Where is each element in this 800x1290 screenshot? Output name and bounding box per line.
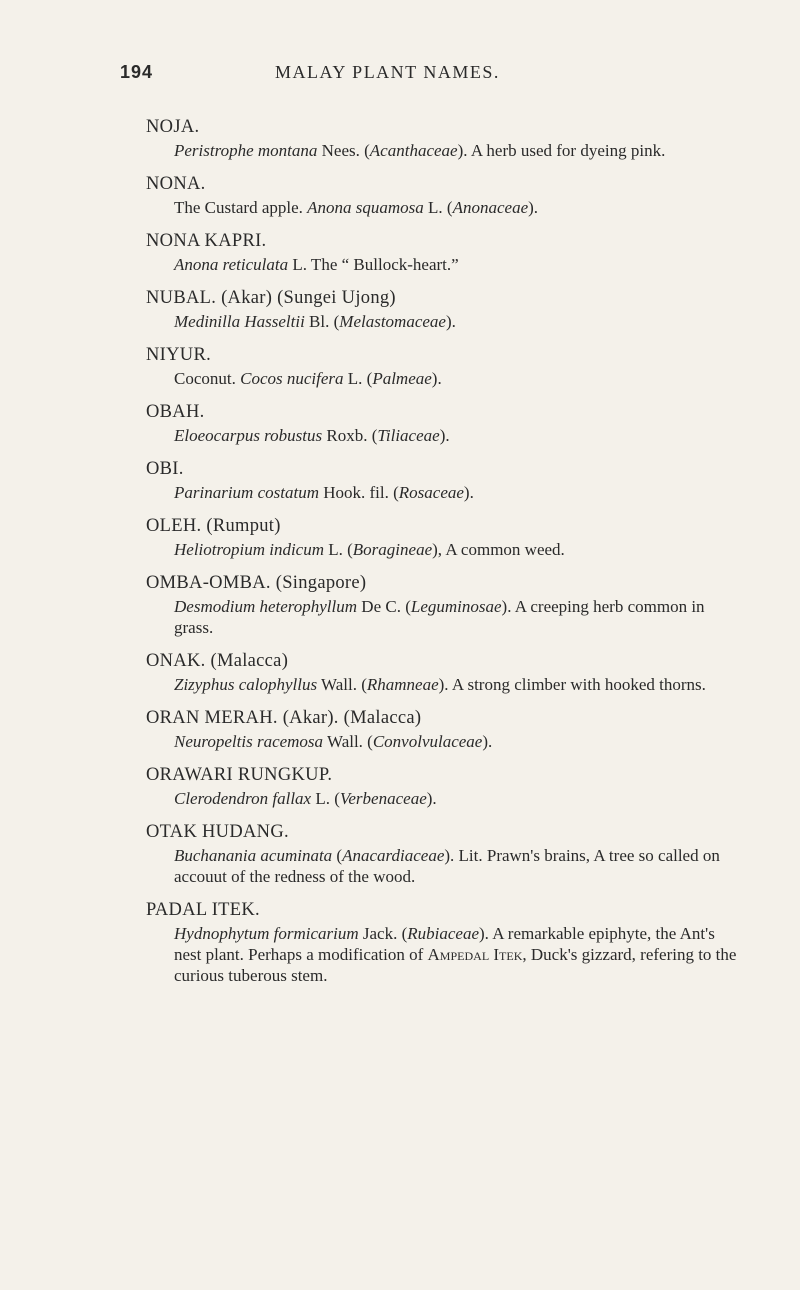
entry-headword: ORAN MERAH. (Akar). (Malacca) <box>146 708 422 728</box>
entry-description <box>146 482 740 503</box>
entry-headword: OTAK HUDANG. <box>146 822 289 842</box>
entry-headword: ONAK. (Malacca) <box>146 651 289 671</box>
entry-headword: NUBAL. (Akar) (Sungei Ujong) <box>146 288 396 308</box>
latin-name: Rosaceae <box>398 483 464 502</box>
entry-text: , Duck's gizzard, refering to the curious tuberous stem. <box>174 945 737 985</box>
latin-name: Melastomaceae <box>339 312 446 331</box>
latin-name: Anonaceae <box>452 198 529 217</box>
latin-name: Tiliaceae <box>377 426 440 445</box>
entry-text: ), A common weed. <box>432 540 565 559</box>
dictionary-entry <box>146 114 740 161</box>
entry-description <box>146 140 740 161</box>
dictionary-entry <box>146 228 740 275</box>
latin-name: Peristrophe montana <box>174 141 318 160</box>
entry-description <box>146 788 740 809</box>
entry-text: ). <box>439 426 450 445</box>
dictionary-entry <box>146 513 740 560</box>
entry-description <box>146 197 740 218</box>
latin-name: Desmodium heterophyllum <box>174 597 358 616</box>
entry-headword: NIYUR. <box>146 345 212 365</box>
latin-name: Clerodendron fallax <box>174 789 312 808</box>
entry-description <box>146 254 740 275</box>
latin-name: Medinilla Hasseltii <box>174 312 305 331</box>
entry-headword: OBI. <box>146 459 184 479</box>
entry-text: Nees. ( <box>317 141 370 160</box>
entry-headword: NONA KAPRI. <box>146 231 267 251</box>
entry-text: ). <box>426 789 437 808</box>
entry-text: ). Lit. Prawn's brains, A tree so called on accouut of the redness of the wood. <box>174 846 720 886</box>
entry-headword: NOJA. <box>146 117 200 137</box>
dictionary-entry <box>146 399 740 446</box>
latin-name: Acanthaceae <box>369 141 458 160</box>
entry-text: De C. ( <box>357 597 411 616</box>
entry-text: L. ( <box>423 198 453 217</box>
entry-text: Hook. fil. ( <box>318 483 399 502</box>
entry-text: ). A strong climber with hooked thorns. <box>438 675 706 694</box>
dictionary-entry <box>146 570 740 638</box>
running-title: MALAY PLANT NAMES. <box>275 62 500 82</box>
entry-description <box>146 539 740 560</box>
latin-name: Zizyphus calophyllus <box>174 675 318 694</box>
dictionary-entry <box>146 456 740 503</box>
latin-name: Buchanania acuminata <box>174 846 333 865</box>
latin-name: Parinarium costatum <box>174 483 319 502</box>
latin-name: Eloeocarpus robustus <box>174 426 323 445</box>
entry-headword: OLEH. (Rumput) <box>146 516 281 536</box>
entry-text: ). <box>431 369 442 388</box>
dictionary-entry <box>146 342 740 389</box>
latin-name: Verbenaceae <box>339 789 427 808</box>
latin-name: Neuropeltis racemosa <box>174 732 324 751</box>
latin-name: Anacardiaceae <box>342 846 445 865</box>
dictionary-entry <box>146 819 740 887</box>
latin-name: Anona reticulata <box>174 255 289 274</box>
latin-name: Rhamneae <box>366 675 439 694</box>
entry-text: Coconut. <box>174 369 241 388</box>
entry-text: Ampedal Itek <box>427 945 523 964</box>
dictionary-entry <box>146 285 740 332</box>
dictionary-entry <box>146 897 740 986</box>
entry-list <box>146 114 740 996</box>
entry-text: ( <box>332 846 343 865</box>
entry-text: Bl. ( <box>304 312 340 331</box>
latin-name: Palmeae <box>372 369 432 388</box>
entry-text: ). A herb used for dyeing pink. <box>457 141 666 160</box>
entry-description <box>146 368 740 389</box>
latin-name: Anona squamosa <box>307 198 424 217</box>
page-number: 194 <box>120 62 154 82</box>
entry-headword: PADAL ITEK. <box>146 900 260 920</box>
entry-text: ). <box>528 198 539 217</box>
entry-headword: OMBA-OMBA. (Singapore) <box>146 573 367 593</box>
entry-description <box>146 311 740 332</box>
dictionary-entry <box>146 762 740 809</box>
entry-description <box>146 425 740 446</box>
dictionary-entry <box>146 705 740 752</box>
entry-headword: ORAWARI RUNGKUP. <box>146 765 333 785</box>
entry-text: L. The “ Bullock-heart.” <box>288 255 459 274</box>
entry-text: ). A creeping herb common in grass. <box>174 597 705 637</box>
latin-name: Convolvulaceae <box>372 732 483 751</box>
entry-description <box>146 674 740 695</box>
latin-name: Hydnophytum formicarium <box>174 924 359 943</box>
entry-headword: OBAH. <box>146 402 205 422</box>
entry-text: ). <box>482 732 493 751</box>
latin-name: Cocos nucifera <box>240 369 344 388</box>
entry-text: L. ( <box>324 540 353 559</box>
entry-description <box>146 731 740 752</box>
running-head <box>120 62 720 86</box>
entry-description <box>146 596 740 638</box>
latin-name: Leguminosae <box>410 597 502 616</box>
entry-description <box>146 845 740 887</box>
latin-name: Rubiaceae <box>407 924 479 943</box>
entry-text: ). <box>463 483 474 502</box>
entry-text: Roxb. ( <box>322 426 378 445</box>
entry-text: L. ( <box>343 369 373 388</box>
dictionary-entry <box>146 648 740 695</box>
dictionary-entry <box>146 171 740 218</box>
entry-text: L. ( <box>311 789 340 808</box>
entry-headword: NONA. <box>146 174 206 194</box>
entry-text: ). <box>445 312 456 331</box>
entry-text: Wall. ( <box>317 675 367 694</box>
entry-text: The Custard apple. <box>174 198 308 217</box>
latin-name: Heliotropium indicum <box>174 540 324 559</box>
latin-name: Boragineae <box>352 540 433 559</box>
entry-text: Wall. ( <box>323 732 373 751</box>
entry-text: Jack. ( <box>358 924 408 943</box>
entry-description <box>146 923 740 986</box>
entry-text: ). A remarkable epiphyte, the Ant's nest plant. Perhaps a modification of <box>174 924 715 964</box>
